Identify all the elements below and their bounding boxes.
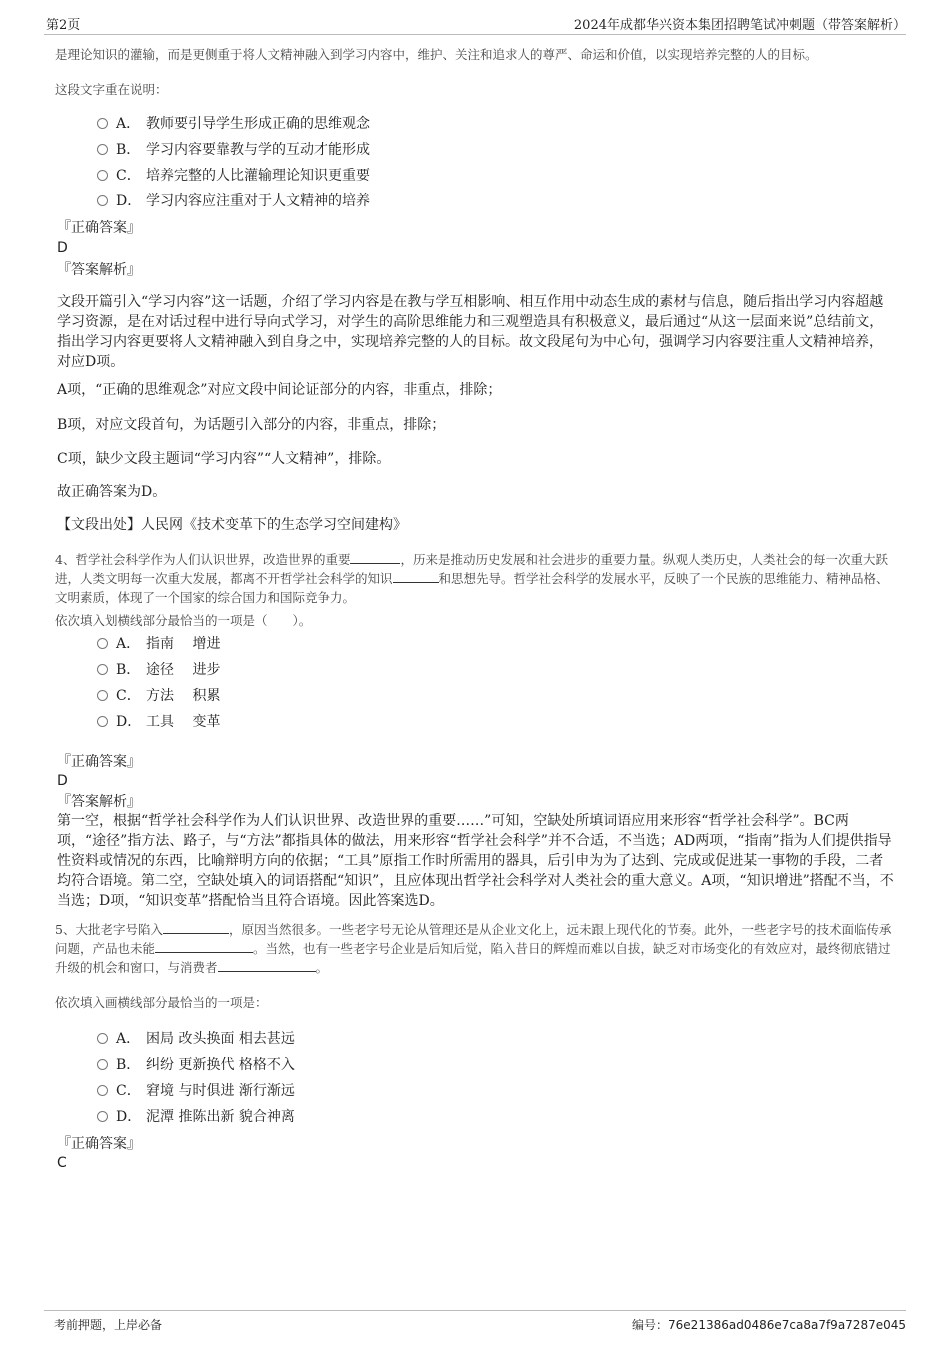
q5-option-b[interactable]: B． 纠纷 更新换代 格格不入 <box>97 1055 295 1075</box>
q4-analysis-label: 『答案解析』 <box>57 794 141 810</box>
q4-option-b[interactable]: B． 途径 进步 <box>97 660 220 680</box>
q4-option-d[interactable]: D． 工具 变革 <box>97 712 220 732</box>
blank-line <box>393 570 439 583</box>
radio-icon[interactable] <box>97 716 108 727</box>
q3-analysis-a: A项，“正确的思维观念”对应文段中间论证部分的内容，非重点，排除； <box>57 382 502 398</box>
q4-option-c[interactable]: C． 方法 积累 <box>97 686 220 706</box>
radio-icon[interactable] <box>97 1085 108 1096</box>
blank-line <box>155 940 253 953</box>
q3-analysis-c: C项，缺少文段主题词“学习内容”“人文精神”，排除。 <box>57 451 391 467</box>
radio-icon[interactable] <box>97 1111 108 1122</box>
q3-option-d[interactable]: D． 学习内容应注重对于人文精神的培养 <box>97 191 370 211</box>
q3-passage-end: 是理论知识的灌输，而是更侧重于将人文精神融入到学习内容中，维护、关注和追求人的尊严、命运和价值，以实现培养完整的人的目标。 <box>55 47 818 62</box>
blank-line <box>218 959 316 972</box>
q4-analysis: 第一空，根据“哲学社会科学作为人们认识世界、改造世界的重要……”可知，空缺处所填词语应用来形容“哲学社会科学”。BC两项，“途径”指方法、路子，与“方法”都指具体的做法，用来形容“哲学社会科学”并不合适，不当选；AD两项，“指南”指为人们提供指导性资料或情况的东西，比喻辩明方向的依据；“工具”原指工作时所需用的器具，后引申为为了达到、完成或促进某一事物的手段，二者均符合语境。第二空，空缺处填入的词语搭配“知识”，且应体现出哲学社会科学对人类社会的重大意义。A项，“知识增进”搭配不当，不当选；D项，“知识变革”搭配恰当且符合语境。因此答案选D。 <box>57 813 894 909</box>
page-number: 第2页 <box>46 18 81 33</box>
q3-conclusion: 故正确答案为D。 <box>57 484 167 500</box>
radio-icon[interactable] <box>97 195 108 206</box>
radio-icon[interactable] <box>97 118 108 129</box>
q3-option-a[interactable]: A． 教师要引导学生形成正确的思维观念 <box>97 114 370 134</box>
radio-icon[interactable] <box>97 690 108 701</box>
q4-stem: 4、哲学社会科学作为人们认识世界，改造世界的重要 ，历来是推动历史发展和社会进步的重要力量。纵观人类历史，人类社会的每一次重大跃进，人类文明每一次重大发展，都离不开哲学社会科学的知识 和思想先导。哲学社会科学的发展水平，反映了一个民族的思维能力、精神品格、文明素质，体现了一个国家的综合国力和国际竞争力。 <box>55 552 889 605</box>
radio-icon[interactable] <box>97 144 108 155</box>
document-title: 2024年成都华兴资本集团招聘笔试冲刺题（带答案解析） <box>573 18 906 33</box>
footer-slogan: 考前押题，上岸必备 <box>54 1318 163 1332</box>
q5-stem: 5、大批老字号陷入 ，原因当然很多。一些老字号无论从管理还是从企业文化上，远未跟上现代化的节奏。此外，一些老字号的技术面临传承问题，产品也未能 。当然，也有一些老字号企业是后知后觉，陷入昔日的辉煌而难以自拔，缺乏对市场变化的有效应对，最终彻底错过升级的机会和窗口，与消费者 。 <box>55 922 892 975</box>
blank-line <box>350 551 400 564</box>
radio-icon[interactable] <box>97 638 108 649</box>
q3-option-c[interactable]: C． 培养完整的人比灌输理论知识更重要 <box>97 166 370 186</box>
q4-prompt: 依次填入划横线部分最恰当的一项是（ ）。 <box>55 613 312 628</box>
q4-answer-label: 『正确答案』 <box>57 754 141 770</box>
q3-prompt: 这段文字重在说明： <box>55 82 168 97</box>
q5-option-a[interactable]: A． 困局 改头换面 相去甚远 <box>97 1029 295 1049</box>
radio-icon[interactable] <box>97 170 108 181</box>
blank-line <box>163 921 229 934</box>
q5-prompt: 依次填入画横线部分最恰当的一项是： <box>55 995 268 1010</box>
radio-icon[interactable] <box>97 664 108 675</box>
q3-answer: D <box>57 240 68 256</box>
q5-option-c[interactable]: C． 窘境 与时俱进 渐行渐远 <box>97 1081 295 1101</box>
page-footer <box>44 1310 906 1335</box>
q3-analysis-label: 『答案解析』 <box>57 262 141 278</box>
radio-icon[interactable] <box>97 1059 108 1070</box>
q5-answer: C <box>57 1155 67 1171</box>
q4-answer: D <box>57 773 68 789</box>
q3-analysis-main: 文段开篇引入“学习内容”这一话题，介绍了学习内容是在教与学互相影响、相互作用中动态生成的素材与信息，随后指出学习内容超越学习资源，是在对话过程中进行导向式学习，对学生的高阶思维能力和三观塑造具有积极意义，最后通过“从这一层面来说”总结前文，指出学习内容更要将人文精神融入到自身之中，实现培养完整的人的目标。故文段尾句为中心句，强调学习内容要注重人文精神培养，对应D项。 <box>57 294 884 370</box>
q4-option-a[interactable]: A． 指南 增进 <box>97 634 220 654</box>
q5-answer-label: 『正确答案』 <box>57 1136 141 1152</box>
radio-icon[interactable] <box>97 1033 108 1044</box>
q3-answer-label: 『正确答案』 <box>57 220 141 236</box>
q5-option-d[interactable]: D． 泥潭 推陈出新 貌合神离 <box>97 1107 295 1127</box>
q3-source: 【文段出处】人民网《技术变革下的生态学习空间建构》 <box>57 517 407 533</box>
q3-option-b[interactable]: B． 学习内容要靠教与学的互动才能形成 <box>97 140 370 160</box>
document-code: 编号：76e21386ad0486e7ca8a7f9a7287e045 <box>632 1318 906 1332</box>
q3-analysis-b: B项，对应文段首句，为话题引入部分的内容，非重点，排除； <box>57 417 446 433</box>
page-header <box>44 12 906 35</box>
